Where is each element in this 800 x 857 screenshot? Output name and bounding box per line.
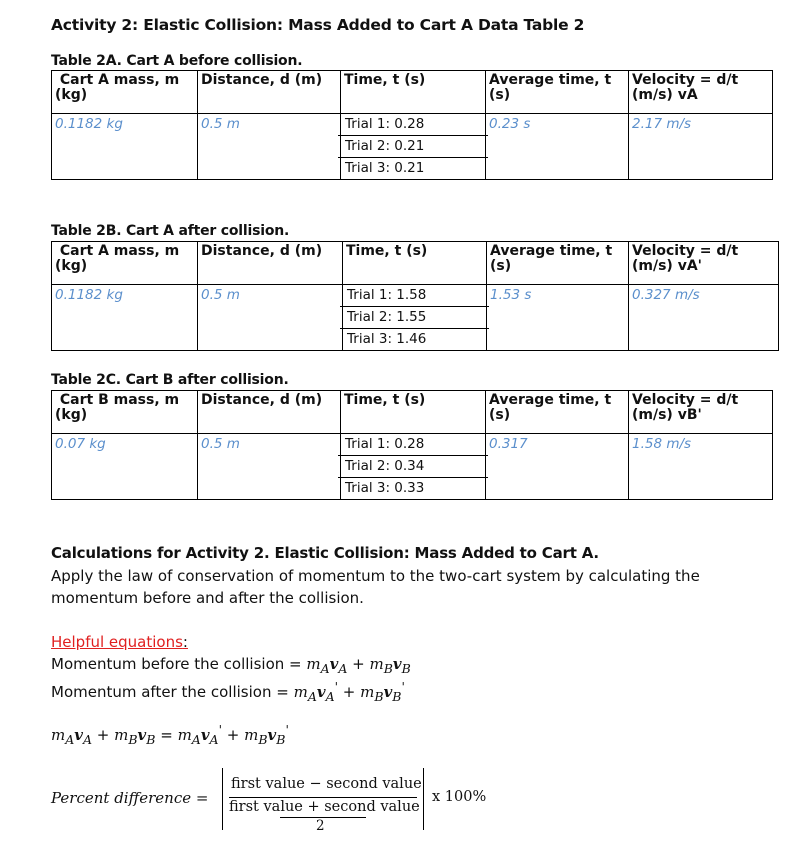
- cell-mass[interactable]: 0.1182 kg: [52, 114, 198, 180]
- percent-difference-label: Percent difference =: [51, 789, 209, 807]
- table-2a: [51, 70, 773, 180]
- cell-distance[interactable]: 0.5 m: [198, 434, 341, 500]
- header-distance: Distance, d (m): [198, 391, 341, 434]
- header-avg-time: Average time, t (s): [487, 242, 629, 285]
- calculations-paragraph: Apply the law of conservation of momentum to the two-cart system by calculating the momentum before and after the collision.: [51, 567, 700, 607]
- table-2c: [51, 390, 773, 500]
- header-time: Time, t (s): [341, 391, 486, 434]
- table-2a-caption: Table 2A. Cart A before collision.: [51, 53, 303, 69]
- times-100-percent: x 100%: [432, 789, 487, 805]
- fraction-numerator: first value − second value: [231, 776, 422, 792]
- cell-velocity[interactable]: 2.17 m/s: [629, 114, 773, 180]
- activity-title: Activity 2: Elastic Collision: Mass Added to Cart A Data Table 2: [51, 16, 585, 34]
- cell-velocity[interactable]: 0.327 m/s: [629, 285, 779, 351]
- cell-avg-time[interactable]: 0.317: [486, 434, 629, 500]
- header-time: Time, t (s): [343, 242, 487, 285]
- header-mass: Cart A mass, m (kg): [52, 71, 198, 114]
- table-2c-caption: Table 2C. Cart B after collision.: [51, 372, 289, 388]
- trial-3: Trial 3: 0.21: [345, 160, 425, 176]
- cell-velocity[interactable]: 1.58 m/s: [629, 434, 773, 500]
- momentum-after-equation: Momentum after the collision = $m_Av_A' + m_Bv_B'$: [51, 679, 405, 704]
- header-mass: Cart A mass, m (kg): [52, 242, 198, 285]
- momentum-before-equation: Momentum before the collision = $m_Av_A + m_Bv_B$: [51, 655, 411, 676]
- trial-1: Trial 1: 0.28: [338, 434, 488, 456]
- cell-mass[interactable]: 0.1182 kg: [52, 285, 198, 351]
- cell-trials[interactable]: [341, 114, 486, 180]
- header-velocity: Velocity = d/t (m/s) vA: [629, 71, 773, 114]
- header-distance: Distance, d (m): [198, 242, 343, 285]
- trial-2: Trial 2: 0.21: [338, 136, 488, 158]
- table-2b-caption: Table 2B. Cart A after collision.: [51, 223, 290, 239]
- cell-trials[interactable]: [343, 285, 487, 351]
- header-avg-time: Average time, t (s): [486, 391, 629, 434]
- header-time: Time, t (s): [341, 71, 486, 114]
- conservation-equation: $m_Av_A + m_Bv_B = m_Av_A' + m_Bv_B'$: [51, 722, 289, 747]
- header-mass: Cart B mass, m (kg): [52, 391, 198, 434]
- fraction-denominator: first value + second value: [229, 799, 420, 815]
- header-avg-time: Average time, t (s): [486, 71, 629, 114]
- cell-avg-time[interactable]: 1.53 s: [487, 285, 629, 351]
- cell-distance[interactable]: 0.5 m: [198, 285, 343, 351]
- table-2b: [51, 241, 779, 351]
- fraction-bar: [229, 797, 417, 798]
- header-distance: Distance, d (m): [198, 71, 341, 114]
- trial-1: Trial 1: 1.58: [340, 285, 489, 307]
- fraction-divisor: 2: [316, 818, 325, 834]
- trial-2: Trial 2: 0.34: [338, 456, 488, 478]
- helpful-equations-label: Helpful equations:: [51, 633, 188, 651]
- header-velocity: Velocity = d/t (m/s) vA': [629, 242, 779, 285]
- cell-trials[interactable]: [341, 434, 486, 500]
- header-velocity: Velocity = d/t (m/s) vB': [629, 391, 773, 434]
- cell-mass[interactable]: 0.07 kg: [52, 434, 198, 500]
- trial-1: Trial 1: 0.28: [338, 114, 488, 136]
- trial-3: Trial 3: 0.33: [345, 480, 425, 496]
- cell-distance[interactable]: 0.5 m: [198, 114, 341, 180]
- calculations-heading: Calculations for Activity 2. Elastic Collision: Mass Added to Cart A.: [51, 544, 599, 562]
- trial-3: Trial 3: 1.46: [347, 331, 427, 347]
- trial-2: Trial 2: 1.55: [340, 307, 489, 329]
- cell-avg-time[interactable]: 0.23 s: [486, 114, 629, 180]
